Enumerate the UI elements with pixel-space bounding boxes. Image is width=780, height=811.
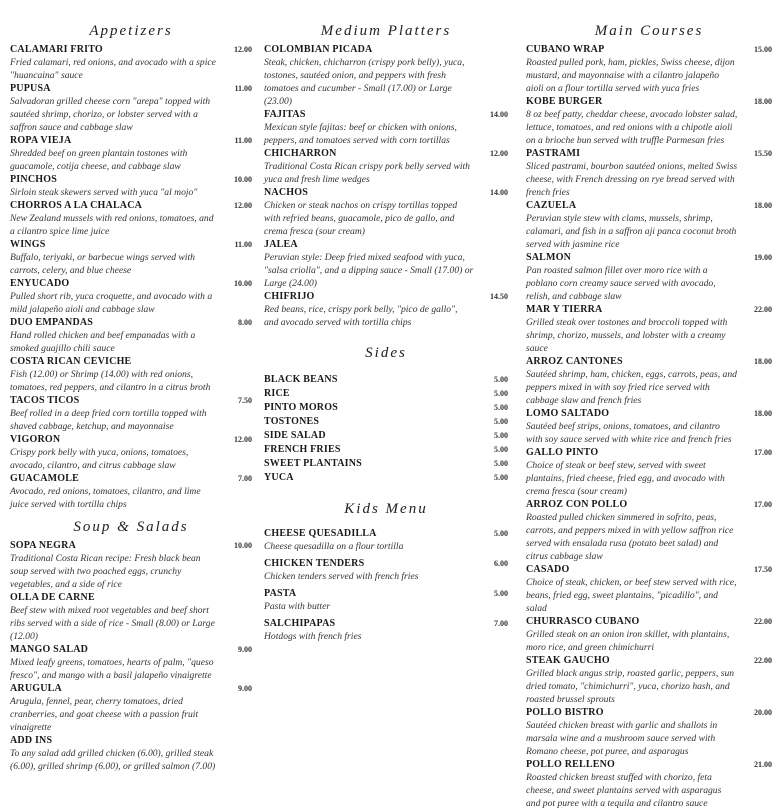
item-price: 15.50 <box>754 149 772 158</box>
item-price: 17.00 <box>754 448 772 457</box>
item-name: RICE <box>264 388 290 399</box>
item-description: Grilled black angus strip, roasted garlic, peppers, sun dried tomato, "chimichurri", yuca, chorizo hash, and roasted brussel sprouts <box>526 668 735 705</box>
menu-item <box>10 200 252 238</box>
menu-item <box>264 239 508 290</box>
item-name: MANGO SALAD <box>10 644 89 655</box>
item-price: 18.00 <box>754 409 772 418</box>
item-price: 10.00 <box>234 175 252 184</box>
menu-item <box>264 388 508 400</box>
left-column <box>10 0 252 774</box>
item-description: Avocado, red onions, tomatoes, cilantro, and lime juice served with tortilla chips <box>10 486 201 510</box>
item-name: PUPUSA <box>10 83 51 94</box>
menu-item <box>264 588 508 613</box>
section-title: Medium Platters <box>320 23 452 39</box>
item-description: Pulled short rib, yuca croquette, and avocado with a mild jalapeño aioli and cabbage slaw <box>10 291 213 315</box>
item-name: CHICHARRON <box>264 148 337 159</box>
menu-item <box>10 83 252 134</box>
item-name: GUACAMOLE <box>10 473 80 484</box>
item-name: DUO EMPANDAS <box>10 317 94 328</box>
menu-item <box>10 278 252 316</box>
item-description: Sliced pastrami, bourbon sautéed onions, melted Swiss cheese, with French dressing on rye bread served with french fries <box>526 161 738 198</box>
menu-item <box>10 395 252 433</box>
item-name: CAZUELA <box>526 200 577 211</box>
menu-item <box>526 616 772 654</box>
item-price: 11.00 <box>234 136 252 145</box>
item-description: Steak, chicken, chicharron (crispy pork belly), yuca, tostones, sautéed onion, and peppers with fresh tomatoes and cucumber - Small (17.00) or Large (23.00) <box>264 57 465 107</box>
menu-item <box>526 447 772 498</box>
item-price: 5.00 <box>494 417 508 426</box>
item-name: MAR Y TIERRA <box>526 304 603 315</box>
item-name: STEAK GAUCHO <box>526 655 610 666</box>
item-description: 8 oz beef patty, cheddar cheese, avocado lobster salad, lettuce, tomatoes, and red onions with a chipotle aioli on a brioche bun served with truffle Parmesan fries <box>526 109 738 146</box>
item-name: CASADO <box>526 564 570 575</box>
soups-section <box>10 512 252 773</box>
menu-item <box>10 592 252 643</box>
item-description: Pan roasted salmon fillet over moro rice with a poblano corn creamy sauce served with avocado, relish, and cabbage slaw <box>526 265 716 302</box>
menu-item <box>526 564 772 615</box>
menu-item <box>526 356 772 407</box>
item-description: Traditional Costa Rican crispy pork belly served with yuca and fresh lime wedges <box>264 161 470 185</box>
item-name: CALAMARI FRITO <box>10 44 103 55</box>
item-name: ARROZ CANTONES <box>526 356 623 367</box>
item-name: VIGORON <box>10 434 61 445</box>
item-name: ARUGULA <box>10 683 62 694</box>
item-price: 12.00 <box>234 45 252 54</box>
menu-item <box>526 655 772 706</box>
menu-item <box>10 434 252 472</box>
item-price: 14.00 <box>490 110 508 119</box>
menu-item <box>526 252 772 303</box>
item-price: 14.50 <box>490 292 508 301</box>
menu-item <box>264 528 508 553</box>
kids-section <box>264 486 508 643</box>
item-price: 12.00 <box>234 201 252 210</box>
item-description: Red beans, rice, crispy pork belly, "pico de gallo", and avocado served with tortilla chips <box>264 304 458 328</box>
sides-section <box>264 330 508 484</box>
menu-item <box>264 430 508 442</box>
section-title: Kids Menu <box>344 501 428 517</box>
item-price: 18.00 <box>754 201 772 210</box>
menu-item <box>10 356 252 394</box>
menu-item <box>264 44 508 108</box>
item-name: FRENCH FRIES <box>264 444 341 455</box>
menu-item <box>526 408 772 446</box>
item-price: 5.00 <box>494 375 508 384</box>
menu-item <box>10 644 252 682</box>
item-name: LOMO SALTADO <box>526 408 610 419</box>
item-name: PINTO MOROS <box>264 402 338 413</box>
item-description: Sautéed shrimp, ham, chicken, eggs, carrots, peas, and peppers mixed in with soy fried rice served with cabbage slaw and french fries <box>526 369 737 406</box>
menu-item <box>526 148 772 199</box>
section-title: Soup & Salads <box>73 519 189 535</box>
item-description: Choice of steak, chicken, or beef stew served with rice, beans, fried egg, sweet plantains, "picadillo", and salad <box>526 577 737 614</box>
menu-item <box>264 558 508 583</box>
item-price: 22.00 <box>754 617 772 626</box>
item-price: 8.00 <box>238 318 252 327</box>
item-name: POLLO RELLENO <box>526 759 616 770</box>
item-price: 22.00 <box>754 656 772 665</box>
item-description: Pasta with butter <box>264 601 331 612</box>
item-name: WINGS <box>10 239 46 250</box>
item-price: 18.00 <box>754 357 772 366</box>
item-description: Sautéed beef strips, onions, tomatoes, and cilantro with soy sauce served with white rice and french fries <box>526 421 732 445</box>
item-name: ADD INS <box>10 735 53 746</box>
item-name: COSTA RICAN CEVICHE <box>10 356 132 367</box>
item-description: Arugula, fennel, pear, cherry tomatoes, dried cranberries, and goat cheese with a passion fruit vinaigrette <box>10 696 199 733</box>
menu-item <box>10 683 252 734</box>
item-name: PASTRAMI <box>526 148 581 159</box>
item-name: POLLO BISTRO <box>526 707 604 718</box>
item-description: Roasted pulled chicken simmered in sofrito, peas, carrots, and peppers mixed in with yellow saffron rice served with ensalada rusa (potato beet salad) and citrus cabbage slaw <box>526 512 734 562</box>
item-price: 9.00 <box>238 684 252 693</box>
menu-item <box>264 291 508 329</box>
item-description: Fish (12.00) or Shrimp (14.00) with red onions, tomatoes, red peppers, and cilantro in a citrus broth <box>10 369 211 393</box>
item-price: 9.00 <box>238 645 252 654</box>
item-name: CHEESE QUESADILLA <box>264 528 377 539</box>
item-price: 7.00 <box>238 474 252 483</box>
menu-item <box>10 317 252 355</box>
menu-item <box>264 374 508 386</box>
item-description: Beef rolled in a deep fried corn tortilla topped with shaved cabbage, ketchup, and mayonnaise <box>10 408 207 432</box>
item-description: Buffalo, teriyaki, or barbecue wings served with carrots, celery, and blue cheese <box>10 252 195 276</box>
item-description: To any salad add grilled chicken (6.00), grilled steak (6.00), grilled shrimp (6.00), or grilled salmon (7.00) <box>10 748 216 772</box>
menu-item <box>264 402 508 414</box>
item-name: CHIFRIJO <box>264 291 315 302</box>
item-name: CHORROS A LA CHALACA <box>10 200 143 211</box>
item-name: PINCHOS <box>10 174 57 185</box>
item-name: CHICKEN TENDERS <box>264 558 365 569</box>
menu-item <box>526 759 772 810</box>
menu-item <box>526 96 772 147</box>
item-description: Roasted chicken breast stuffed with chorizo, feta cheese, and sweet plantains served with asparagus and pot puree with a tequila and cilantro sauce <box>526 772 722 809</box>
menu-item <box>10 135 252 173</box>
menu-item <box>264 148 508 186</box>
section-title: Main Courses <box>594 23 704 39</box>
item-price: 19.00 <box>754 253 772 262</box>
item-name: SWEET PLANTAINS <box>264 458 362 469</box>
item-name: GALLO PINTO <box>526 447 599 458</box>
item-description: Chicken or steak nachos on crispy tortillas topped with refried beans, guacamole, pico de gallo, and crema fresca (sour cream) <box>264 200 458 237</box>
item-price: 5.00 <box>494 529 508 538</box>
item-name: BLACK BEANS <box>264 374 338 385</box>
item-price: 10.00 <box>234 279 252 288</box>
menu-item <box>10 239 252 277</box>
menu-item <box>10 473 252 511</box>
menu-item <box>526 499 772 563</box>
item-description: Roasted pulled pork, ham, pickles, Swiss cheese, dijon mustard, and mayonnaise with a cilantro jalapeño aioli on a flour tortilla served with yuca fries <box>526 57 735 94</box>
item-name: YUCA <box>264 472 294 483</box>
item-price: 6.00 <box>494 559 508 568</box>
item-price: 5.00 <box>494 431 508 440</box>
item-name: SALMON <box>526 252 572 263</box>
item-description: Peruvian style stew with clams, mussels, shrimp, calamari, and fish in a saffron aji panca coconut broth served with jasmine rice <box>526 213 737 250</box>
menu-item <box>10 540 252 591</box>
item-price: 14.00 <box>490 188 508 197</box>
mains-section <box>526 0 772 810</box>
item-price: 5.00 <box>494 445 508 454</box>
item-name: KOBE BURGER <box>526 96 603 107</box>
item-description: Cheese quesadilla on a flour tortilla <box>264 541 404 552</box>
right-column <box>526 0 772 811</box>
item-price: 5.00 <box>494 589 508 598</box>
section-title: Sides <box>365 345 407 361</box>
platters-section <box>264 0 508 329</box>
item-price: 11.00 <box>234 84 252 93</box>
item-description: Sirloin steak skewers served with yuca "al mojo" <box>10 187 198 198</box>
item-price: 21.00 <box>754 760 772 769</box>
item-description: Mixed leafy greens, tomatoes, hearts of palm, "queso fresco", and mango with a basil jalapeño vinaigrette <box>10 657 214 681</box>
item-price: 17.00 <box>754 500 772 509</box>
item-name: TACOS TICOS <box>10 395 80 406</box>
menu-item <box>264 444 508 456</box>
item-description: Grilled steak over tostones and broccoli topped with shrimp, chorizo, mussels, and lobster with a creamy sauce <box>526 317 728 354</box>
item-description: Shredded beef on green plantain tostones with guacamole, cotija cheese, and cabbage slaw <box>10 148 188 172</box>
item-price: 5.00 <box>494 403 508 412</box>
menu-item <box>10 735 252 773</box>
item-description: Hand rolled chicken and beef empanadas with a smoked guajillo chili sauce <box>10 330 196 354</box>
menu-item <box>10 44 252 82</box>
item-name: ENYUCADO <box>10 278 70 289</box>
item-price: 18.00 <box>754 97 772 106</box>
item-description: New Zealand mussels with red onions, tomatoes, and a cilantro spice lime juice <box>10 213 214 237</box>
menu-item <box>526 304 772 355</box>
item-name: JALEA <box>264 239 298 250</box>
item-name: COLOMBIAN PICADA <box>264 44 373 55</box>
item-name: SOPA NEGRA <box>10 540 76 551</box>
item-name: PASTA <box>264 588 297 599</box>
item-price: 11.00 <box>234 240 252 249</box>
item-description: Peruvian style: Deep fried mixed seafood with yuca, "salsa criolla", and a dipping sauce - Small (17.00) or Large (24.00) <box>264 252 474 289</box>
item-description: Choice of steak or beef stew, served with sweet plantains, fried cheese, fried egg, and avocado with crema fresca (sour cream) <box>526 460 725 497</box>
item-price: 7.50 <box>238 396 252 405</box>
menu-item <box>264 618 508 643</box>
item-price: 12.00 <box>234 435 252 444</box>
item-price: 7.00 <box>494 619 508 628</box>
item-description: Sautéed chicken breast with garlic and shallots in marsala wine and a mushroom sauce served with Romano cheese, pot puree, and asparagus <box>526 720 718 757</box>
item-price: 20.00 <box>754 708 772 717</box>
menu-item <box>264 458 508 470</box>
item-description: Chicken tenders served with french fries <box>264 571 419 582</box>
item-description: Beef stew with mixed root vegetables and beef short ribs served with a side of rice - Small (8.00) or Large (12.00) <box>10 605 215 642</box>
item-description: Hotdogs with french fries <box>264 631 362 642</box>
item-price: 5.00 <box>494 459 508 468</box>
menu-item <box>264 109 508 147</box>
item-name: CUBANO WRAP <box>526 44 605 55</box>
item-description: Traditional Costa Rican recipe: Fresh black bean soup served with two poached eggs, crunchy vegetables, and a side of rice <box>10 553 201 590</box>
item-price: 15.00 <box>754 45 772 54</box>
item-price: 5.00 <box>494 389 508 398</box>
item-price: 10.00 <box>234 541 252 550</box>
item-price: 5.00 <box>494 473 508 482</box>
middle-column <box>264 0 508 648</box>
appetizers-section <box>10 0 252 511</box>
menu-item <box>264 472 508 484</box>
menu-item <box>264 416 508 428</box>
menu-item <box>10 174 252 199</box>
menu-item <box>526 44 772 95</box>
item-description: Salvadoran grilled cheese corn "arepa" topped with sautéed shrimp, chorizo, or lobster served with a saffron sauce and cabbage slaw <box>10 96 211 133</box>
section-title: Appetizers <box>89 23 173 39</box>
menu-item <box>264 187 508 238</box>
item-name: ROPA VIEJA <box>10 135 72 146</box>
item-description: Crispy pork belly with yuca, onions, tomatoes, avocado, cilantro, and citrus cabbage slaw <box>10 447 189 471</box>
item-price: 22.00 <box>754 305 772 314</box>
menu-item <box>526 200 772 251</box>
item-name: CHURRASCO CUBANO <box>526 616 640 627</box>
item-name: NACHOS <box>264 187 308 198</box>
item-name: SALCHIPAPAS <box>264 618 336 629</box>
menu-item <box>526 707 772 758</box>
item-name: TOSTONES <box>264 416 320 427</box>
item-description: Grilled steak on an onion iron skillet, with plantains, moro rice, and green chimichurri <box>526 629 730 653</box>
item-name: SIDE SALAD <box>264 430 326 441</box>
item-name: OLLA DE CARNE <box>10 592 95 603</box>
item-name: ARROZ CON POLLO <box>526 499 628 510</box>
item-price: 12.00 <box>490 149 508 158</box>
item-price: 17.50 <box>754 565 772 574</box>
item-description: Mexican style fajitas: beef or chicken with onions, peppers, and tomatoes served with corn tortillas <box>264 122 457 146</box>
item-description: Fried calamari, red onions, and avocado with a spice "huancaina" sauce <box>10 57 216 81</box>
item-name: FAJITAS <box>264 109 306 120</box>
